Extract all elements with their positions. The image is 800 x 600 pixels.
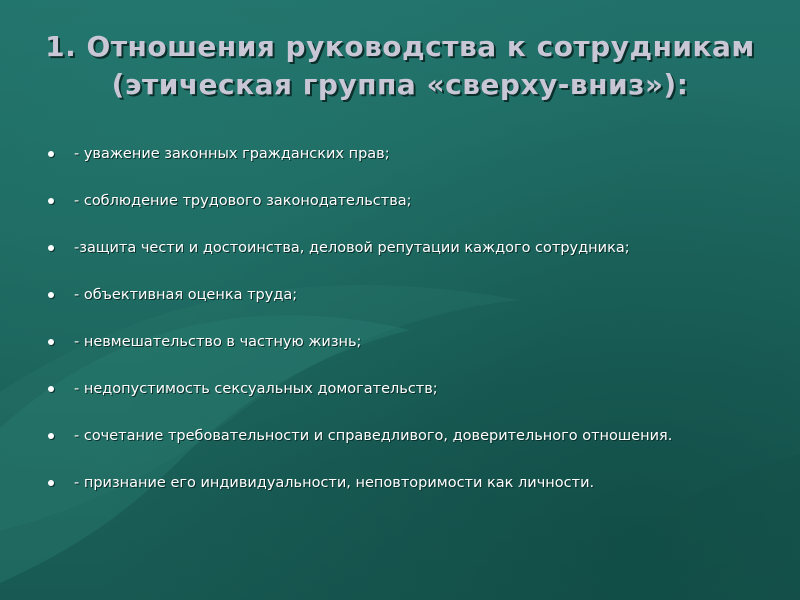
list-item-text: - соблюдение трудового законодательства;	[74, 193, 412, 209]
list-item-text: - невмешательство в частную жизнь;	[74, 334, 362, 350]
bullet-icon	[48, 480, 54, 486]
list-item	[48, 193, 768, 210]
list-item	[48, 428, 768, 445]
bullet-icon	[48, 198, 54, 204]
bullet-icon	[48, 292, 54, 298]
bullet-icon	[48, 339, 54, 345]
list-item-text: -защита чести и достоинства, деловой репутации каждого сотрудника;	[74, 240, 630, 256]
list-item	[48, 146, 768, 163]
list-item-text: - недопустимость сексуальных домогательств;	[74, 381, 438, 397]
list-item	[48, 381, 768, 398]
list-item	[48, 334, 768, 351]
list-item	[48, 287, 768, 304]
slide-title: 1. Отношения руководства к сотрудникам (этическая группа «сверху-вниз»):	[45, 30, 755, 101]
bullet-list	[48, 146, 768, 492]
list-item	[48, 240, 768, 257]
bullet-icon	[48, 433, 54, 439]
bullet-icon	[48, 386, 54, 392]
bullet-icon	[48, 151, 54, 157]
list-item-text: - объективная оценка труда;	[74, 287, 298, 303]
list-item	[48, 475, 768, 492]
list-item-text: - уважение законных гражданских прав;	[74, 146, 390, 162]
list-item-text: - признание его индивидуальности, неповторимости как личности.	[74, 475, 595, 491]
bullet-icon	[48, 245, 54, 251]
list-item-text: - сочетание требовательности и справедливого, доверительного отношения.	[74, 428, 673, 444]
